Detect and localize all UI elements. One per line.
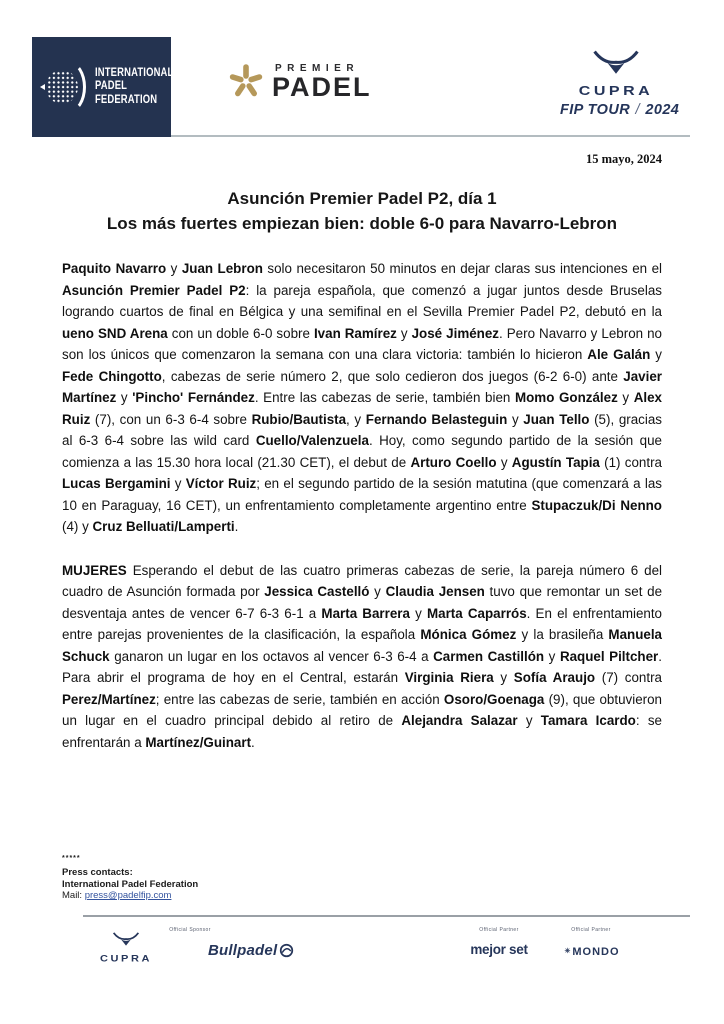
mondo-wordmark: MONDO bbox=[572, 946, 620, 958]
date: 15 mayo, 2024 bbox=[585, 152, 662, 166]
premier-flower-icon bbox=[228, 60, 264, 102]
article-title bbox=[62, 186, 662, 236]
bullpadel-sponsor-logo bbox=[208, 942, 294, 959]
cupra-wordmark: CUPRA bbox=[578, 84, 654, 99]
cupra-sponsor-logo bbox=[90, 932, 162, 965]
mejorset-sponsor-logo: mejor set bbox=[470, 942, 528, 957]
mondo-mark-icon: ✳ bbox=[564, 948, 572, 955]
premier-wordmark: PREMIER bbox=[275, 62, 360, 74]
press-contacts-label: Press contacts: bbox=[62, 867, 133, 878]
mondo-sponsor-logo bbox=[556, 946, 628, 958]
cupra-wordmark: CUPRA bbox=[99, 954, 153, 964]
press-contacts-org: International Padel Federation bbox=[62, 878, 199, 890]
ipf-racket-icon bbox=[44, 60, 88, 114]
cupra-fip-tour-logo bbox=[560, 50, 680, 118]
paragraph-women: MUJERES Esperando el debut de las cuatro primeras cabezas de serie, la pareja número 6 del cuadro de Asunción formada por Jessica Castelló y Claudia Jensen tuvo que remontar un set de desventaja antes de vencer 6-7 6-3 6-1 a Marta Barrera y Marta Caparrós. En el enfrentamiento entre parejas provenientes de la clasificación, la española Mónica Gómez y la brasileña Manuela Schuck ganaron un lugar en los octavos al vencer 6-3 6-4 a Carmen Castillón y Raquel Piltcher. Para abrir el programa de hoy en el Central, estarán Virginia Riera y Sofía Araujo (7) contra Perez/Martínez; entre las cabezas de serie, también en acción Osoro/Goenaga (9), que obtuvieron un lugar en el cuadro principal debido al retiro de Alejandra Salazar y Tamara Icardo: se enfrentarán a Martínez/Guinart. bbox=[62, 562, 663, 750]
sponsor-label-mejorset: Official Partner bbox=[479, 927, 519, 933]
sponsor-label-mondo: Official Partner bbox=[571, 927, 611, 933]
cupra-bull-icon bbox=[111, 932, 141, 947]
ipf-logo-text: INTERNATIONAL PADEL FEDERATION bbox=[95, 66, 174, 106]
press-contacts bbox=[62, 867, 198, 902]
paragraph-men: Paquito Navarro y Juan Lebron solo necesitaron 50 minutos en dejar claras sus intenciones en el Asunción Premier Padel P2: la pareja española, que comenzó a jugar juntos desde Bruselas logrando cuartos de final en Bélgica y una semifinal en el Sevilla Premier Padel P2, debutó en la ueno SND Arena con un doble 6-0 sobre Ivan Ramírez y José Jiménez. Pero Navarro y Lebron no son los únicos que comenzaron la semana con una clara victoria: también lo hicieron Ale Galán y Fede Chingotto, cabezas de serie número 2, que solo cedieron dos juegos (6-2 6-0) ante Javier Martínez y 'Pincho' Fernández. Entre las cabezas de serie, también bien Momo González y Alex Ruiz (7), con un 6-3 6-4 sobre Rubio/Bautista, y Fernando Belasteguin y Juan Tello (5), gracias al 6-3 6-4 sobre las wild card Cuello/Valenzuela. Hoy, como segundo partido de la sesión que comienza a las 15.30 hora local (21.30 CET), el debut de Arturo Coello y Agustín Tapia (1) contra Lucas Bergamini y Víctor Ruiz; en el segundo partido de la sesión matutina (que comenzará a las 10 en Paraguay, 16 CET), un enfrentamiento completamente argentino entre Stupaczuk/Di Nenno (4) y Cruz Belluati/Lamperti. bbox=[62, 261, 662, 534]
article bbox=[62, 186, 662, 753]
bullpadel-wordmark: Bullpadel bbox=[208, 942, 278, 959]
footer-divider bbox=[83, 915, 690, 917]
press-email-link[interactable]: press@padelfip.com bbox=[84, 890, 172, 901]
premier-padel-logo bbox=[228, 60, 372, 102]
title-line-1: Asunción Premier Padel P2, día 1 bbox=[227, 189, 497, 208]
bullpadel-ball-icon bbox=[279, 943, 294, 958]
cupra-bull-icon bbox=[593, 50, 639, 76]
padel-wordmark: PADEL bbox=[272, 71, 372, 102]
footer-separator-stars: ***** bbox=[62, 855, 81, 862]
ipf-logo bbox=[32, 37, 174, 137]
fip-tour-wordmark: FIP TOUR / 2024 bbox=[560, 102, 680, 118]
title-line-2: Los más fuertes empiezan bien: doble 6-0 para Navarro-Lebron bbox=[106, 214, 618, 233]
press-contacts-mail-line: Mail: press@padelfip.com bbox=[62, 890, 172, 901]
sponsor-label-left: Official Sponsor bbox=[169, 927, 211, 933]
